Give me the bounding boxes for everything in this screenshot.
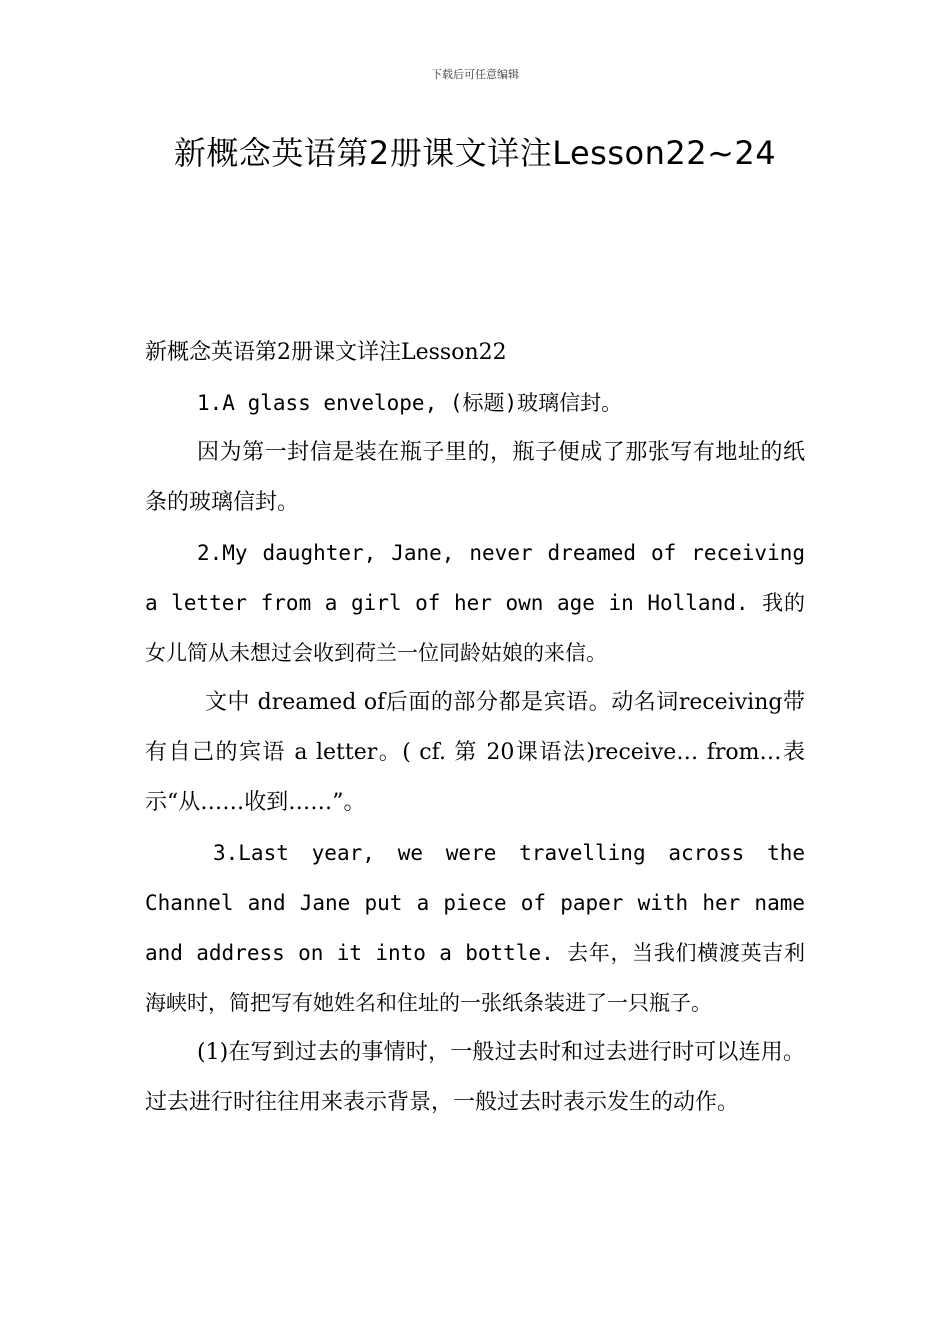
paragraph-6: (1)在写到过去的事情时，一般过去时和过去进行时可以连用。过去进行时往往用来表示背景，一般过去时表示发生的动作。 xyxy=(145,1040,805,1115)
paragraph-4: 文中 dreamed of后面的部分都是宾语。动名词receiving带有自己的宾语 a letter。( cf. 第 20课语法)receive… from…表示“从……收到……”。 xyxy=(145,690,805,815)
paragraph-5: 3.Last year, we were travelling across the Channel and Jane put a piece of paper with her name and address on it into a bottle. 去年，当我们横渡英吉利海峡时，简把写有她姓名和住址的一张纸条装进了一只瓶子。 xyxy=(145,841,805,1015)
paragraph-2: 因为第一封信是装在瓶子里的，瓶子便成了那张写有地址的纸条的玻璃信封。 xyxy=(145,440,805,515)
paragraph-3: 2.My daughter, Jane, never dreamed of receiving a letter from a girl of her own age in Holland. 我的女儿简从未想过会收到荷兰一位同龄姑娘的来信。 xyxy=(145,541,805,665)
lesson-subtitle: 新概念英语第2册课文详注Lesson22 xyxy=(145,340,507,365)
header-note: 下载后可任意编辑 xyxy=(431,68,519,81)
document-title: 新概念英语第2册课文详注Lesson22~24 xyxy=(173,134,777,172)
paragraph-1: 1.A glass envelope, (标题)玻璃信封。 xyxy=(197,391,623,415)
document-body xyxy=(145,328,805,1128)
